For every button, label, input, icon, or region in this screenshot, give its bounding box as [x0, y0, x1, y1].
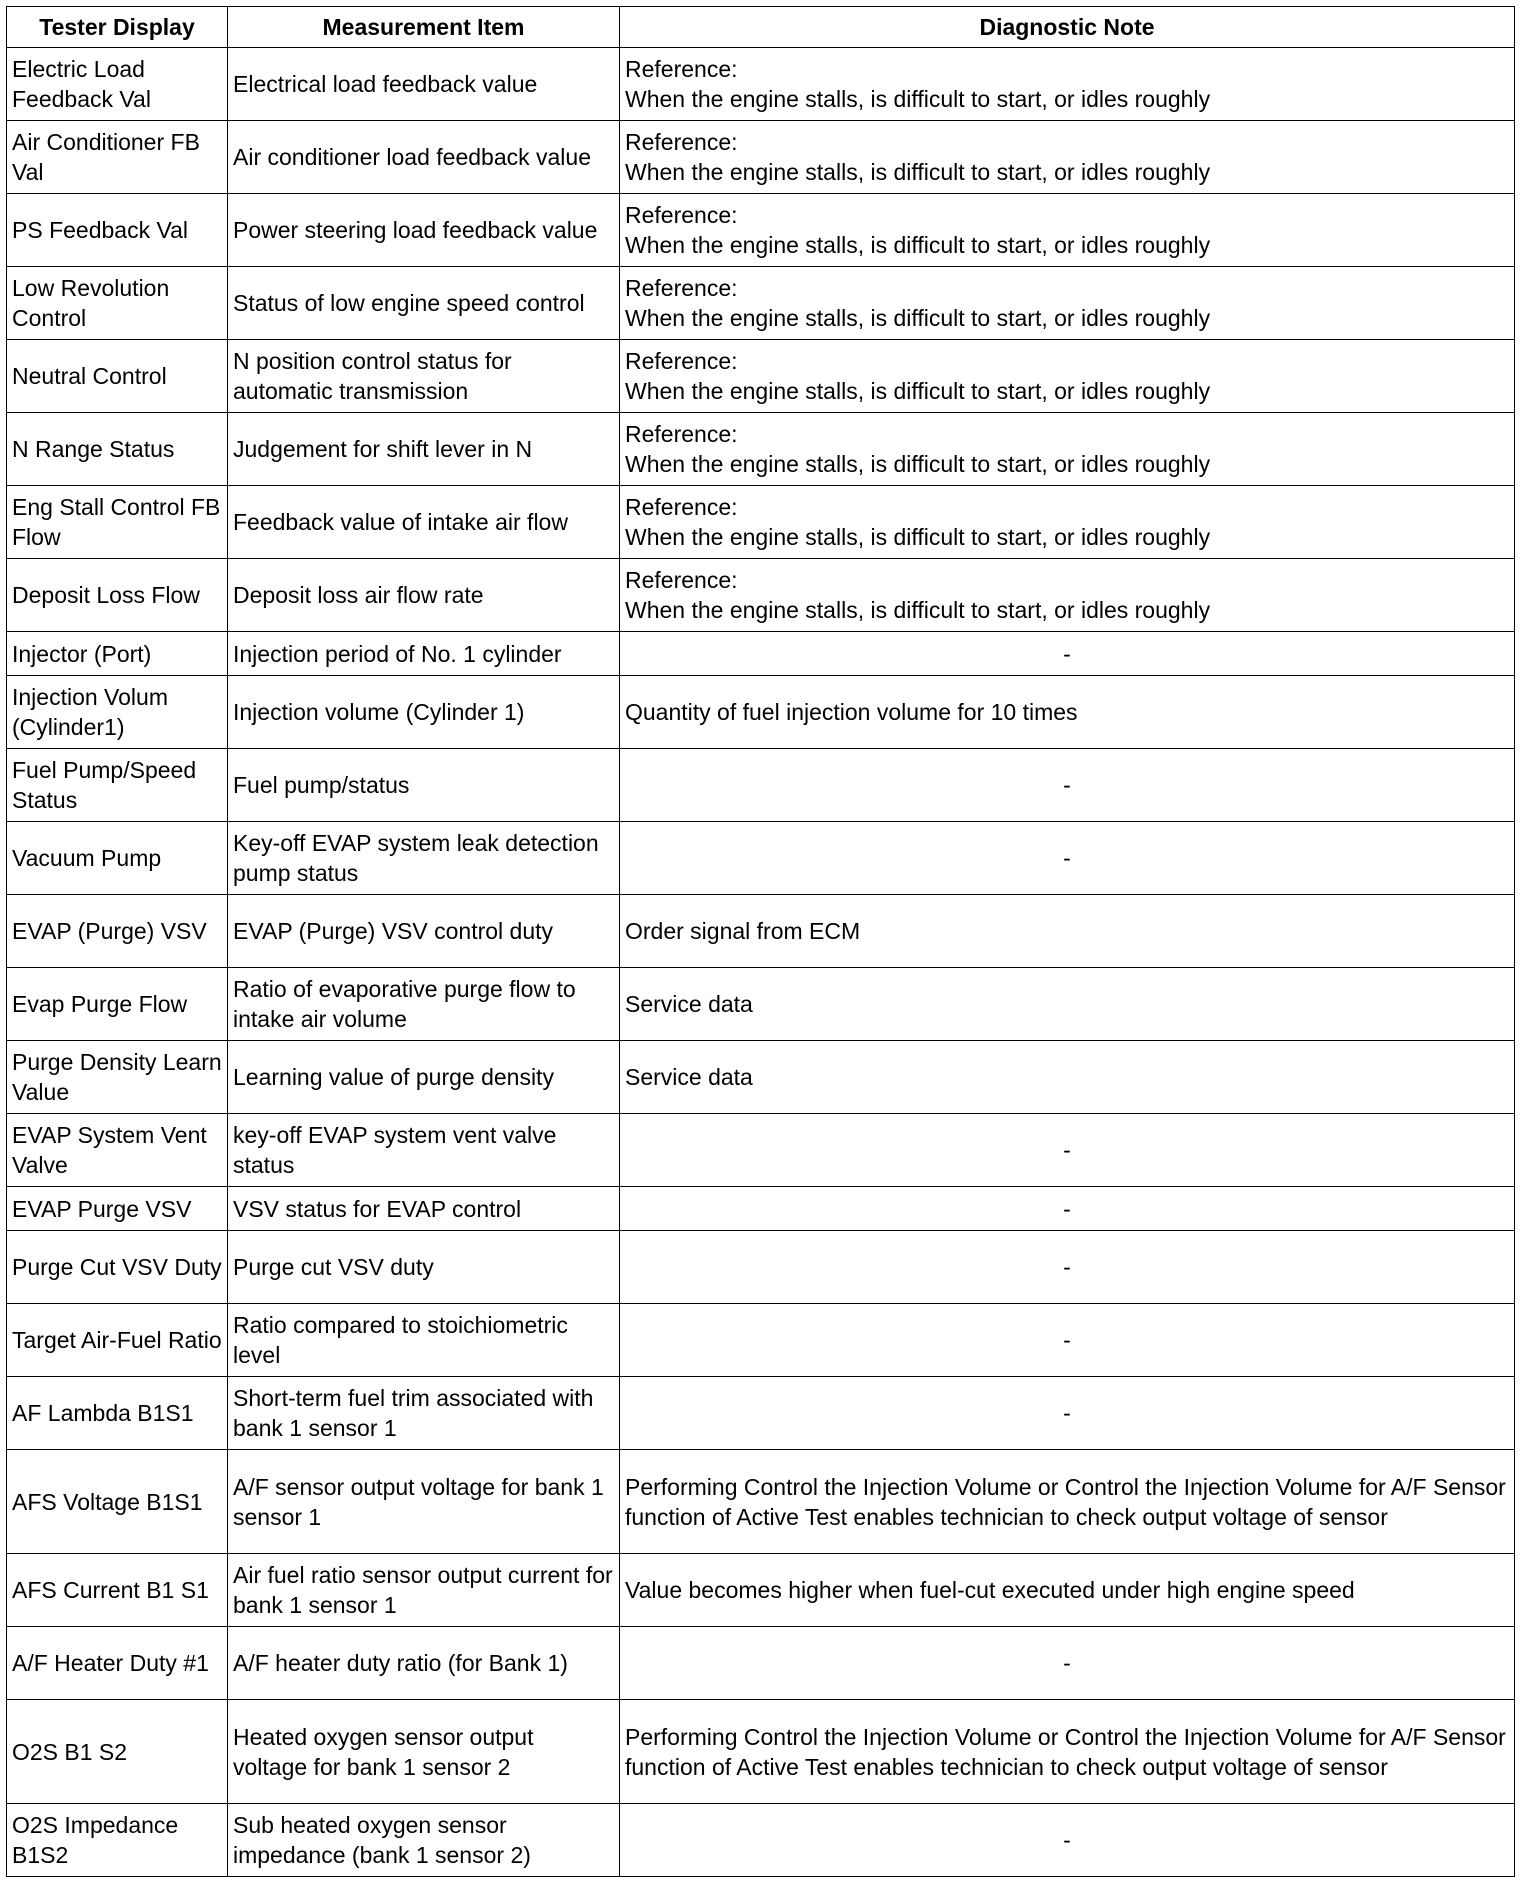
diagnostic-note-line: Reference:: [625, 129, 738, 155]
diagnostic-note-line: -: [1063, 640, 1071, 667]
diagnostic-note-line: When the engine stalls, is difficult to start, or idles roughly: [625, 232, 1211, 258]
cell-diagnostic-note: [620, 749, 1515, 822]
diagnostic-note-line: When the engine stalls, is difficult to start, or idles roughly: [625, 86, 1211, 112]
cell-diagnostic-note: [620, 1554, 1515, 1627]
cell-diagnostic-note: [620, 194, 1515, 267]
cell-measurement-item: Air fuel ratio sensor output current for bank 1 sensor 1: [228, 1554, 620, 1627]
diagnostic-note-line: Reference:: [625, 56, 738, 82]
cell-tester-display: Fuel Pump/Speed Status: [7, 749, 228, 822]
diagnostic-note-line: Value becomes higher when fuel-cut executed under high engine speed: [625, 1577, 1355, 1603]
cell-measurement-item: Sub heated oxygen sensor impedance (bank 1 sensor 2): [228, 1804, 620, 1877]
diagnostic-note-line: When the engine stalls, is difficult to start, or idles roughly: [625, 451, 1211, 477]
diagnostic-note-line: Quantity of fuel injection volume for 10 times: [625, 699, 1078, 725]
table-row: [7, 822, 1515, 895]
cell-measurement-item: Status of low engine speed control: [228, 267, 620, 340]
diagnostic-note-line: Reference:: [625, 202, 738, 228]
diagnostic-note-line: Reference:: [625, 494, 738, 520]
diagnostic-note-line: -: [1063, 1327, 1071, 1353]
cell-tester-display: Target Air-Fuel Ratio: [7, 1304, 228, 1377]
table-row: [7, 1377, 1515, 1450]
table-row: [7, 340, 1515, 413]
cell-measurement-item: A/F sensor output voltage for bank 1 sensor 1: [228, 1450, 620, 1554]
cell-tester-display: A/F Heater Duty #1: [7, 1627, 228, 1700]
data-list-table: [6, 6, 1515, 1877]
header-tester-display: Tester Display: [7, 7, 228, 48]
diagnostic-note-line: Performing Control the Injection Volume or Control the Injection Volume for A/F Sensor function of Active Test enables technician to check output voltage of sensor: [625, 1473, 1506, 1530]
diagnostic-note-line: Reference:: [625, 421, 738, 447]
diagnostic-note-line: Order signal from ECM: [625, 918, 861, 944]
table-row: [7, 194, 1515, 267]
cell-measurement-item: Electrical load feedback value: [228, 48, 620, 121]
diagnostic-note-line: When the engine stalls, is difficult to start, or idles roughly: [625, 597, 1211, 623]
cell-tester-display: Electric Load Feedback Val: [7, 48, 228, 121]
table-row: [7, 1700, 1515, 1804]
cell-measurement-item: Judgement for shift lever in N: [228, 413, 620, 486]
cell-measurement-item: Ratio compared to stoichiometric level: [228, 1304, 620, 1377]
table-row: [7, 121, 1515, 194]
cell-diagnostic-note: [620, 632, 1515, 676]
table-row: [7, 676, 1515, 749]
table-row: [7, 968, 1515, 1041]
table-row: [7, 413, 1515, 486]
table-row: [7, 1304, 1515, 1377]
cell-measurement-item: Power steering load feedback value: [228, 194, 620, 267]
table-row: [7, 1554, 1515, 1627]
diagnostic-note-line: Service data: [625, 1064, 753, 1090]
table-row: [7, 749, 1515, 822]
cell-tester-display: O2S Impedance B1S2: [7, 1804, 228, 1877]
table-row: [7, 1187, 1515, 1231]
cell-diagnostic-note: [620, 486, 1515, 559]
cell-tester-display: Neutral Control: [7, 340, 228, 413]
cell-measurement-item: Purge cut VSV duty: [228, 1231, 620, 1304]
cell-tester-display: AF Lambda B1S1: [7, 1377, 228, 1450]
cell-tester-display: Evap Purge Flow: [7, 968, 228, 1041]
table-row: [7, 267, 1515, 340]
cell-measurement-item: Learning value of purge density: [228, 1041, 620, 1114]
cell-measurement-item: Heated oxygen sensor output voltage for bank 1 sensor 2: [228, 1700, 620, 1804]
cell-diagnostic-note: [620, 413, 1515, 486]
header-diagnostic-note: Diagnostic Note: [620, 7, 1515, 48]
table-row: [7, 486, 1515, 559]
table-row: [7, 1627, 1515, 1700]
cell-tester-display: O2S B1 S2: [7, 1700, 228, 1804]
cell-tester-display: Injection Volum (Cylinder1): [7, 676, 228, 749]
diagnostic-note-line: -: [1063, 772, 1071, 798]
diagnostic-note-line: Reference:: [625, 275, 738, 301]
diagnostic-note-line: -: [1063, 1254, 1071, 1280]
cell-diagnostic-note: [620, 340, 1515, 413]
cell-tester-display: Vacuum Pump: [7, 822, 228, 895]
diagnostic-note-line: -: [1063, 1195, 1071, 1222]
cell-diagnostic-note: [620, 1627, 1515, 1700]
diagnostic-note-line: -: [1063, 1137, 1071, 1163]
cell-measurement-item: Fuel pump/status: [228, 749, 620, 822]
cell-diagnostic-note: [620, 1377, 1515, 1450]
diagnostic-note-line: Reference:: [625, 348, 738, 374]
diagnostic-note-line: When the engine stalls, is difficult to start, or idles roughly: [625, 305, 1211, 331]
table-row: [7, 48, 1515, 121]
header-measurement-item: Measurement Item: [228, 7, 620, 48]
cell-tester-display: PS Feedback Val: [7, 194, 228, 267]
header-row: [7, 7, 1515, 48]
cell-measurement-item: Key-off EVAP system leak detection pump status: [228, 822, 620, 895]
cell-diagnostic-note: [620, 121, 1515, 194]
cell-diagnostic-note: [620, 1114, 1515, 1187]
cell-diagnostic-note: [620, 1450, 1515, 1554]
cell-tester-display: EVAP System Vent Valve: [7, 1114, 228, 1187]
cell-diagnostic-note: [620, 267, 1515, 340]
cell-tester-display: Air Conditioner FB Val: [7, 121, 228, 194]
cell-tester-display: Deposit Loss Flow: [7, 559, 228, 632]
cell-diagnostic-note: [620, 1304, 1515, 1377]
cell-diagnostic-note: [620, 1804, 1515, 1877]
cell-tester-display: Purge Cut VSV Duty: [7, 1231, 228, 1304]
cell-diagnostic-note: [620, 895, 1515, 968]
cell-measurement-item: Injection volume (Cylinder 1): [228, 676, 620, 749]
cell-measurement-item: Deposit loss air flow rate: [228, 559, 620, 632]
cell-measurement-item: Ratio of evaporative purge flow to intake air volume: [228, 968, 620, 1041]
cell-diagnostic-note: [620, 1041, 1515, 1114]
cell-tester-display: EVAP (Purge) VSV: [7, 895, 228, 968]
cell-tester-display: Purge Density Learn Value: [7, 1041, 228, 1114]
cell-tester-display: AFS Voltage B1S1: [7, 1450, 228, 1554]
table-row: [7, 1231, 1515, 1304]
diagnostic-note-line: -: [1063, 1650, 1071, 1676]
diagnostic-note-line: -: [1063, 1400, 1071, 1426]
diagnostic-note-line: When the engine stalls, is difficult to start, or idles roughly: [625, 524, 1211, 550]
cell-measurement-item: EVAP (Purge) VSV control duty: [228, 895, 620, 968]
cell-measurement-item: Air conditioner load feedback value: [228, 121, 620, 194]
table-row: [7, 1114, 1515, 1187]
table-row: [7, 1804, 1515, 1877]
cell-tester-display: Injector (Port): [7, 632, 228, 676]
cell-measurement-item: A/F heater duty ratio (for Bank 1): [228, 1627, 620, 1700]
cell-diagnostic-note: [620, 1700, 1515, 1804]
diagnostic-note-line: -: [1063, 845, 1071, 871]
cell-tester-display: N Range Status: [7, 413, 228, 486]
diagnostic-note-line: When the engine stalls, is difficult to start, or idles roughly: [625, 378, 1211, 404]
table-row: [7, 559, 1515, 632]
diagnostic-note-line: When the engine stalls, is difficult to start, or idles roughly: [625, 159, 1211, 185]
cell-tester-display: EVAP Purge VSV: [7, 1187, 228, 1231]
cell-measurement-item: Injection period of No. 1 cylinder: [228, 632, 620, 676]
cell-diagnostic-note: [620, 48, 1515, 121]
cell-diagnostic-note: [620, 676, 1515, 749]
cell-diagnostic-note: [620, 559, 1515, 632]
cell-tester-display: AFS Current B1 S1: [7, 1554, 228, 1627]
cell-measurement-item: VSV status for EVAP control: [228, 1187, 620, 1231]
table-row: [7, 1041, 1515, 1114]
cell-diagnostic-note: [620, 822, 1515, 895]
cell-measurement-item: key-off EVAP system vent valve status: [228, 1114, 620, 1187]
cell-measurement-item: Short-term fuel trim associated with bank 1 sensor 1: [228, 1377, 620, 1450]
cell-diagnostic-note: [620, 968, 1515, 1041]
cell-tester-display: Low Revolution Control: [7, 267, 228, 340]
diagnostic-note-line: Performing Control the Injection Volume or Control the Injection Volume for A/F Sensor function of Active Test enables technician to check output voltage of sensor: [625, 1723, 1506, 1780]
cell-measurement-item: Feedback value of intake air flow: [228, 486, 620, 559]
cell-diagnostic-note: [620, 1231, 1515, 1304]
cell-diagnostic-note: [620, 1187, 1515, 1231]
table-body: [7, 48, 1515, 1877]
data-list-sheet: [6, 6, 1514, 1877]
table-row: [7, 895, 1515, 968]
diagnostic-note-line: Reference:: [625, 567, 738, 593]
diagnostic-note-line: Service data: [625, 991, 753, 1017]
table-row: [7, 1450, 1515, 1554]
table-row: [7, 632, 1515, 676]
cell-measurement-item: N position control status for automatic transmission: [228, 340, 620, 413]
cell-tester-display: Eng Stall Control FB Flow: [7, 486, 228, 559]
diagnostic-note-line: -: [1063, 1827, 1071, 1853]
